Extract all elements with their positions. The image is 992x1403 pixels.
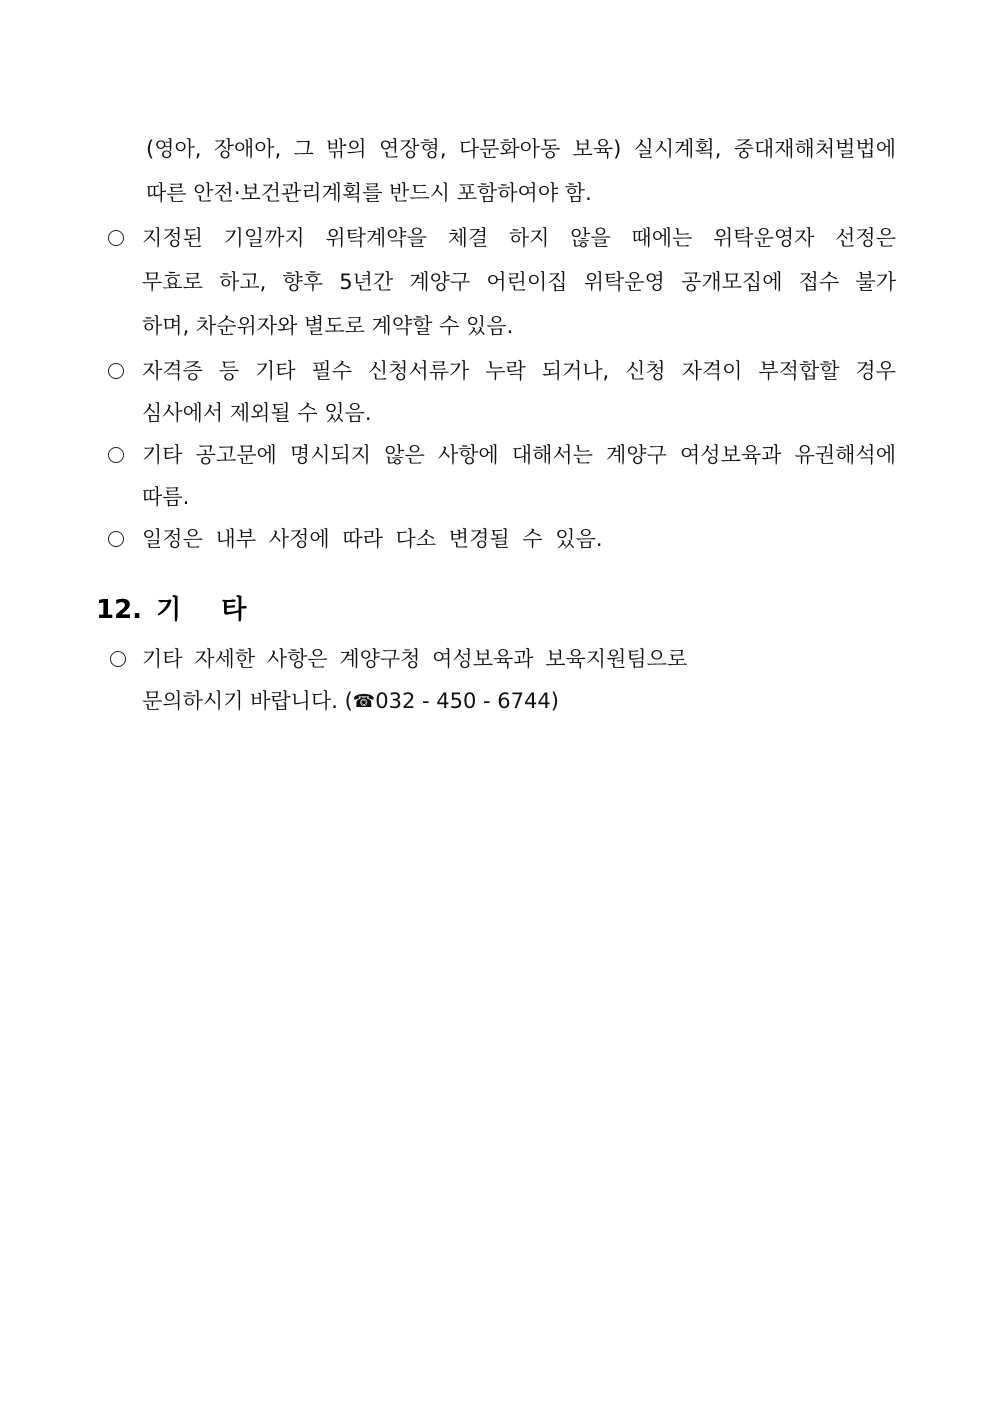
contact-line-2	[142, 686, 559, 717]
section-12-title-char-1: 기	[156, 595, 182, 625]
notice-item-1-line-2: 무효로 하고, 향후 5년간 계양구 어린이집 위탁운영 공개모집에 접수 불가	[142, 270, 896, 294]
section-12-title-char-2: 타	[221, 595, 247, 625]
contact-phone-number: 032 - 450 - 6744	[375, 689, 551, 713]
notice-item-1-line-1: 지정된 기일까지 위탁계약을 체결 하지 않을 때에는 위탁운영자 선정은	[142, 226, 896, 250]
contact-line-1: 기타 자세한 사항은 계양구청 여성보육과 보육지원팀으로	[142, 647, 688, 671]
notice-item-2-line-2: 심사에서 제외될 수 있음.	[142, 401, 372, 425]
section-12-heading	[96, 593, 246, 627]
intro-line-1: (영아, 장애아, 그 밖의 연장형, 다문화아동 보육) 실시계획, 중대재해처벌법에	[146, 137, 896, 161]
notice-item-1-line-3: 하며, 차순위자와 별도로 계약할 수 있음.	[142, 314, 514, 338]
contact-line-2-prefix: 문의하시기 바랍니다. (	[142, 689, 353, 713]
circle-bullet-icon	[108, 531, 124, 547]
notice-item-3-line-2: 따름.	[142, 485, 190, 509]
contact-line-2-suffix: )	[550, 689, 559, 713]
circle-bullet-icon	[110, 651, 126, 667]
section-12-number: 12.	[96, 595, 143, 625]
notice-item-3-line-1: 기타 공고문에 명시되지 않은 사항에 대해서는 계양구 여성보육과 유권해석에	[142, 443, 896, 467]
circle-bullet-icon	[108, 230, 124, 246]
notice-item-2-line-1: 자격증 등 기타 필수 신청서류가 누락 되거나, 신청 자격이 부적합할 경우	[142, 359, 896, 383]
intro-line-2: 따른 안전·보건관리계획를 반드시 포함하여야 함.	[146, 181, 592, 205]
circle-bullet-icon	[108, 447, 124, 463]
circle-bullet-icon	[108, 363, 124, 379]
phone-icon: ☎	[352, 691, 376, 712]
notice-item-4-line-1: 일정은 내부 사정에 따라 다소 변경될 수 있음.	[142, 527, 603, 551]
